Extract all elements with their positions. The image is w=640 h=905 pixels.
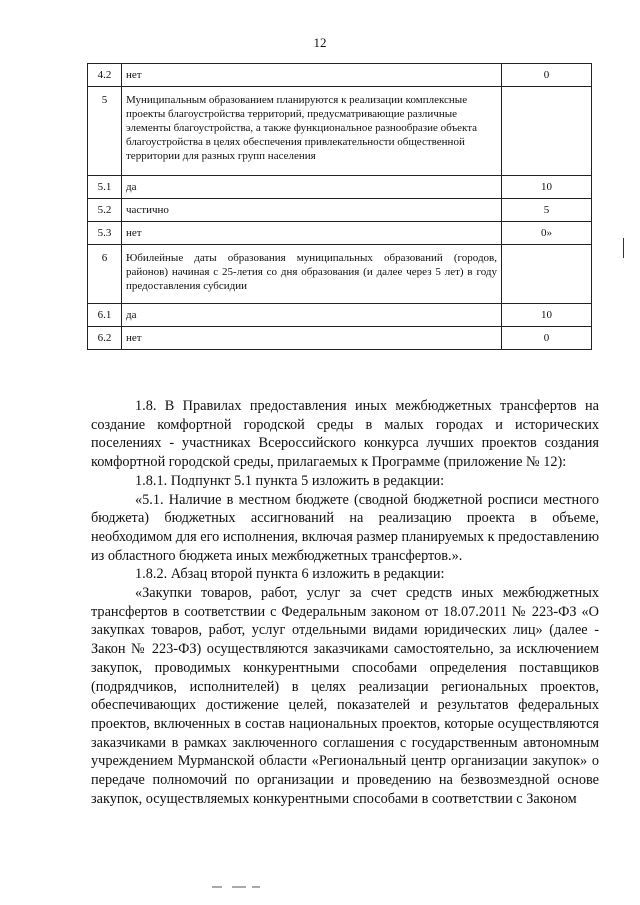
- table-row: [88, 222, 592, 245]
- row-number: 6.1: [88, 304, 122, 327]
- row-score: 0: [502, 327, 592, 350]
- scan-artifacts: [0, 886, 640, 896]
- paragraph: «Закупки товаров, работ, услуг за счет средств иных межбюджетных трансфертов в соответствии с Федеральным законом от 18.07.2011 № 223-ФЗ «О закупках товаров, работ, услуг отдельными видами юридических лиц» (далее - Закон № 223-ФЗ) осуществляются заказчиками самостоятельно, за исключением закупок, проводимых конкурентными способами определения поставщиков (подрядчиков, исполнителей) в целях реализации региональных проектов, обеспечивающих достижение целей, показателей и результатов федеральных проектов, включенных в состав национальных проектов, которые осуществляются заказчиками в рамках заключенного соглашения с государственным автономным учреждением Мурманской области «Региональный центр организации закупок» о передаче полномочий по организации и проведению на безвозмездной основе закупок, осуществляемых конкурентными способами в соответствии с Законом: [91, 585, 599, 807]
- row-number: 6.2: [88, 327, 122, 350]
- paragraph: 1.8.2. Абзац второй пункта 6 изложить в редакции:: [135, 566, 445, 583]
- table-row: [88, 327, 592, 350]
- paragraph: 1.8.1. Подпункт 5.1 пункта 5 изложить в редакции:: [135, 472, 445, 489]
- row-text: частично: [122, 199, 502, 222]
- page-number: 12: [313, 35, 327, 50]
- row-number: 5.2: [88, 199, 122, 222]
- row-number: 5.1: [88, 176, 122, 199]
- row-number: 5.3: [88, 222, 122, 245]
- row-text: Юбилейные даты образования муниципальных образований (городов, районов) начиная с 25-летия со дня образования (и далее через 5 лет) в году предоставления субсидии: [122, 245, 502, 304]
- document-body: [91, 397, 599, 808]
- row-score: 10: [502, 176, 592, 199]
- table-row: [88, 199, 592, 222]
- table-row: [88, 87, 592, 176]
- row-text: Муниципальным образованием планируются к реализации комплексные проекты благоустройства территорий, предусматривающие различные элементы благоустройства, а также функциональное разнообразие объекта благоустройства в целях обеспечения привлекательности общественной территории для разных групп населения: [122, 87, 502, 176]
- row-number: 6: [88, 245, 122, 304]
- row-score: [502, 245, 592, 304]
- scan-mark: [252, 886, 260, 888]
- table-row: [88, 304, 592, 327]
- row-number: 4.2: [88, 64, 122, 87]
- row-text: нет: [122, 222, 502, 245]
- row-score: [502, 87, 592, 176]
- row-number: 5: [88, 87, 122, 176]
- criteria-table: [87, 63, 592, 350]
- row-score: 5: [502, 199, 592, 222]
- row-score: 10: [502, 304, 592, 327]
- paragraph: 1.8. В Правилах предоставления иных межбюджетных трансфертов на создание комфортной городской среды в малых городах и исторических поселениях - участниках Всероссийского конкурса лучших проектов создания комфортной городской среды, прилагаемых к Программе (приложение № 12):: [91, 398, 599, 471]
- row-text: да: [122, 176, 502, 199]
- scan-mark: [212, 886, 222, 888]
- margin-mark: [623, 238, 624, 258]
- table-row: [88, 245, 592, 304]
- table-row: [88, 176, 592, 199]
- scan-mark: [232, 886, 246, 888]
- row-text: да: [122, 304, 502, 327]
- row-text: нет: [122, 64, 502, 87]
- table-row: [88, 64, 592, 87]
- row-score: 0: [502, 64, 592, 87]
- row-text: нет: [122, 327, 502, 350]
- paragraph: «5.1. Наличие в местном бюджете (сводной бюджетной росписи местного бюджета) бюджетных ассигнований на реализацию проекта в объеме, необходимом для его исполнения, включая размер планируемых к предоставлению из областного бюджета иных межбюджетных трансфертов.».: [91, 491, 599, 564]
- row-score: 0»: [502, 222, 592, 245]
